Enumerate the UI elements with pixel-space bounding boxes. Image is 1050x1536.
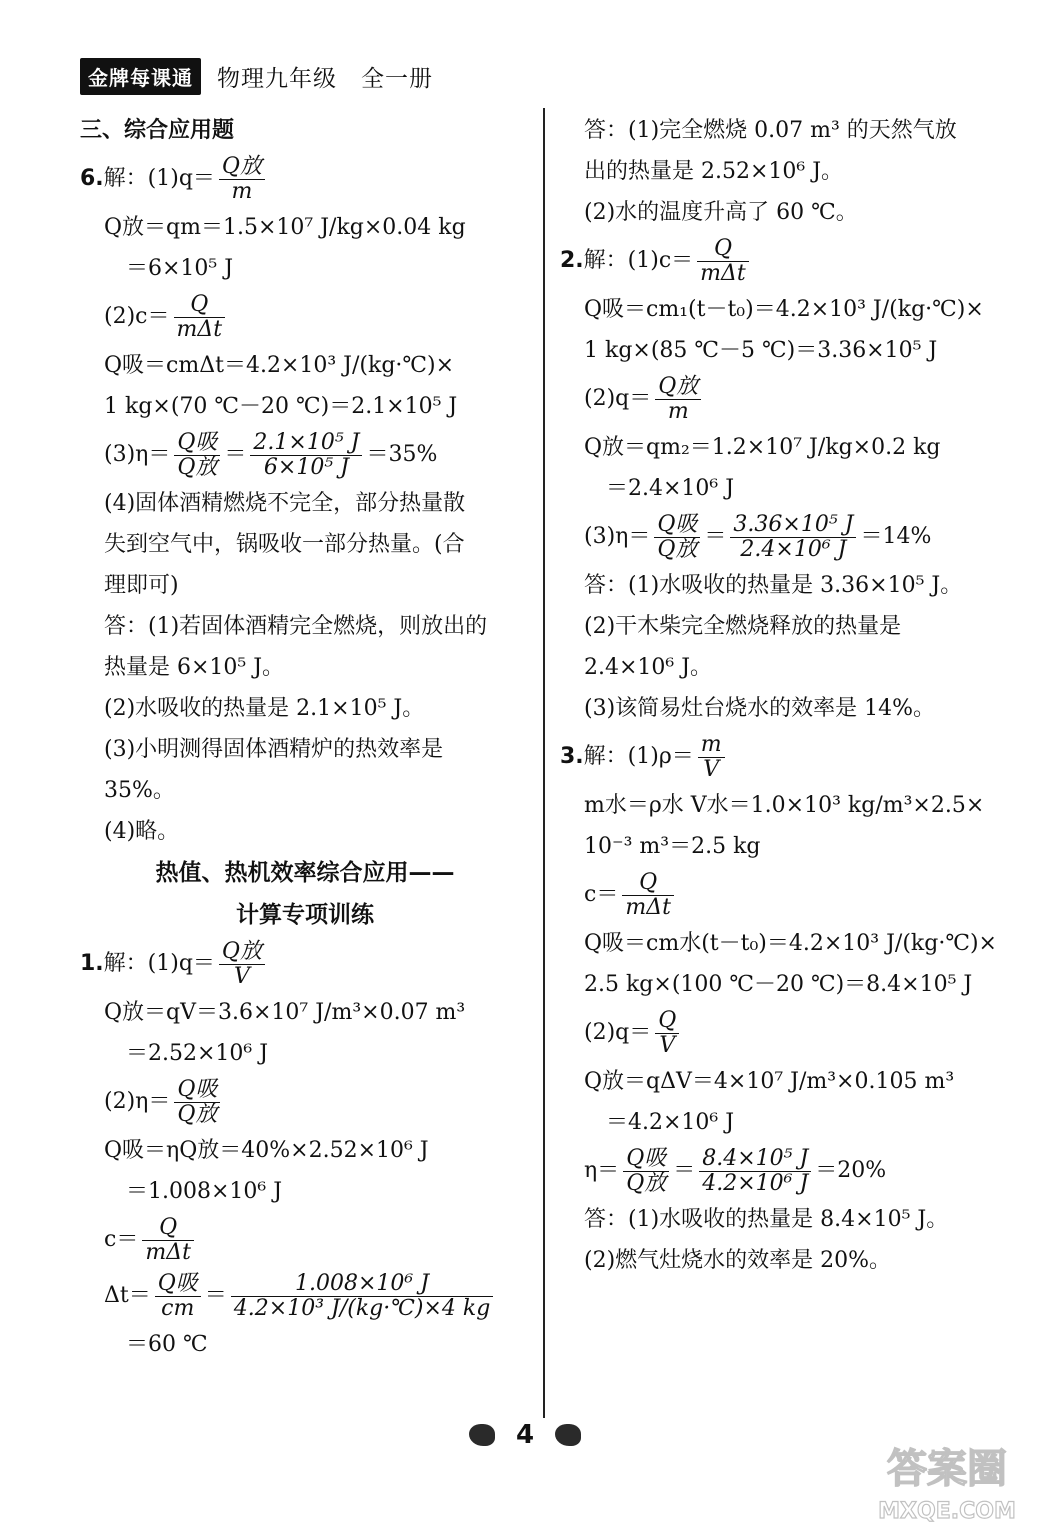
fraction-values [730,513,856,562]
formula-prefix: η＝ [584,1158,620,1183]
section-heading: 三、综合应用题 [80,118,235,143]
series-badge: 金牌每课通 [80,58,201,95]
solution-line: Q放＝qm＝1.5×10⁷ J/kg×0.04 kg [104,215,466,240]
numerator: Q放 [655,375,701,400]
denominator: mΔt [176,316,223,342]
page-header [80,56,433,96]
solution-line: 答：(1)水吸收的热量是 3.36×10⁵ J。 [584,573,963,598]
numerator: Q吸 [623,1147,669,1172]
solution-line: (3)该简易灶台烧水的效率是 14%。 [584,696,936,721]
solution-line: 理即可) [104,573,179,598]
solution-line: m水＝ρ水 V水＝1.0×10³ kg/m³×2.5× [584,793,985,818]
solution-line: 出的热量是 2.52×10⁶ J。 [584,159,844,184]
numerator: 1.008×10⁶ J [231,1272,493,1297]
formula-result: ＝20% [815,1158,887,1183]
equals-sign: ＝ [204,1283,227,1308]
formula-prefix: (2)q＝ [584,1020,652,1045]
solution-line: 35%。 [104,778,175,803]
formula-prefix: 解：(1)q＝ [103,951,215,976]
fraction [622,871,674,920]
fraction [623,1147,669,1196]
solution-line: ＝60 ℃ [126,1332,208,1357]
fraction [655,1009,679,1058]
fraction [698,733,725,782]
numerator: Q吸 [174,431,220,456]
fraction [697,237,749,286]
formula-prefix: 解：(1)c＝ [583,248,694,273]
numerator: Q [174,293,226,318]
solution-line: ＝6×10⁵ J [126,256,234,281]
formula-line [560,867,1010,923]
fraction [174,293,226,342]
denominator: mΔt [700,260,746,286]
formula-line [80,1212,530,1268]
equals-sign: ＝ [673,1158,696,1183]
denominator: mΔt [625,894,671,920]
problem-number: 3. [560,744,584,769]
solution-line: (4)略。 [104,819,180,844]
formula-prefix: (2)q＝ [584,386,652,411]
formula-line [560,1005,1010,1061]
right-column [560,110,1010,1281]
solution-line: 2.4×10⁶ J。 [584,655,713,680]
numerator: 2.1×10⁵ J [250,431,362,456]
solution-line: (2)水吸收的热量是 2.1×10⁵ J。 [104,696,425,721]
denominator: V [234,963,250,989]
numerator: Q吸 [174,1078,220,1103]
solution-line: Q放＝qΔV＝4×10⁷ J/m³×0.105 m³ [584,1069,955,1094]
formula-line [560,1143,1010,1199]
solution-line: 2.5 kg×(100 ℃－20 ℃)＝8.4×10⁵ J [584,972,973,997]
solution-line: 答：(1)水吸收的热量是 8.4×10⁵ J。 [584,1207,949,1232]
book-title: 物理九年级 全一册 [217,65,433,92]
solution-line: (2)水的温度升高了 60 ℃。 [584,200,858,225]
fraction [142,1216,194,1265]
formula-line [80,936,530,992]
formula-prefix: 解：(1)ρ＝ [583,744,694,769]
equals-sign: ＝ [704,524,727,549]
numerator: Q放 [219,155,265,180]
solution-line: Q吸＝cm水(t－t₀)＝4.2×10³ J/(kg·℃)× [584,931,997,956]
formula-result: ＝14% [860,524,932,549]
solution-line: Q吸＝cm₁(t－t₀)＝4.2×10³ J/(kg·℃)× [584,297,984,322]
solution-line: (4)固体酒精燃烧不完全，部分热量散 [104,491,466,516]
section-title: 热值、热机效率综合应用—— [155,860,455,886]
solution-line: (3)小明测得固体酒精炉的热效率是 [104,737,444,762]
formula-line [560,729,1010,785]
formula-prefix: (2)η＝ [104,1089,171,1114]
solution-line: Q放＝qV＝3.6×10⁷ J/m³×0.07 m³ [104,1000,466,1025]
formula-line [560,371,1010,427]
solution-line: (2)干木柴完全燃烧释放的热量是 [584,614,902,639]
solution-line: 1 kg×(85 ℃－5 ℃)＝3.36×10⁵ J [584,338,938,363]
watermark-url: MXQE.COM [878,1499,1016,1524]
fraction [655,375,701,424]
fraction-values [250,431,362,480]
numerator: Q放 [219,940,265,965]
solution-line: 1 kg×(70 ℃－20 ℃)＝2.1×10⁵ J [104,394,458,419]
formula-prefix: 解：(1)q＝ [103,166,215,191]
fraction [654,513,700,562]
denominator: Q放 [657,536,698,562]
solution-line: 10⁻³ m³＝2.5 kg [584,834,761,859]
solution-line: ＝1.008×10⁶ J [126,1179,283,1204]
page-number: 4 [515,1420,535,1450]
solution-line: Q吸＝cmΔt＝4.2×10³ J/(kg·℃)× [104,353,455,378]
denominator: m [231,178,253,204]
fraction-values [699,1147,811,1196]
watermark-logo [858,1432,1036,1528]
fraction [174,1078,220,1127]
solution-line: 答：(1)若固体酒精完全燃烧，则放出的 [104,614,488,639]
numerator: Q吸 [654,513,700,538]
formula-line [80,427,530,483]
problem-number: 6. [80,166,104,191]
equals-sign: ＝ [224,442,247,467]
numerator: Q [697,237,749,262]
left-column [80,110,530,1365]
solution-line: 答：(1)完全燃烧 0.07 m³ 的天然气放 [584,118,957,143]
formula-prefix: (3)η＝ [104,442,171,467]
formula-line [560,509,1010,565]
fraction [155,1272,201,1321]
fraction [219,155,265,204]
fraction-values [231,1272,493,1321]
denominator: 4.2×10³ J/(kg·℃)×4 kg [233,1295,491,1321]
watermark-text: 答案圈 [887,1446,1007,1492]
formula-line [80,151,530,207]
solution-line: ＝4.2×10⁶ J [606,1110,735,1135]
solution-line: 热量是 6×10⁵ J。 [104,655,285,680]
numerator: 8.4×10⁵ J [699,1147,811,1172]
formula-prefix: (3)η＝ [584,524,651,549]
leaf-left-icon [469,1424,495,1446]
solution-line: Q吸＝ηQ放＝40%×2.52×10⁶ J [104,1138,429,1163]
formula-line [80,1268,530,1324]
formula-line [560,233,1010,289]
denominator: 4.2×10⁶ J [702,1170,809,1196]
numerator: Q [655,1009,679,1034]
formula-line [80,1074,530,1130]
denominator: cm [161,1295,195,1321]
denominator: V [659,1032,676,1058]
denominator: 2.4×10⁶ J [740,536,847,562]
numerator: Q [142,1216,194,1241]
numerator: Q吸 [155,1272,201,1297]
denominator: V [703,756,720,782]
formula-prefix: Δt＝ [104,1283,151,1308]
leaf-right-icon [555,1424,581,1446]
solution-line: ＝2.52×10⁶ J [126,1041,269,1066]
fraction [219,940,265,989]
formula-prefix: c＝ [584,882,619,907]
denominator: 6×10⁵ J [263,454,349,480]
fraction [174,431,220,480]
solution-line: ＝2.4×10⁶ J [606,476,735,501]
numerator: Q [622,871,674,896]
formula-line [80,289,530,345]
denominator: m [667,398,689,424]
denominator: Q放 [626,1170,667,1196]
problem-number: 2. [560,248,584,273]
numerator: m [698,733,725,758]
denominator: Q放 [177,1101,218,1127]
numerator: 3.36×10⁵ J [730,513,856,538]
section-title: 计算专项训练 [236,902,374,928]
denominator: Q放 [177,454,218,480]
denominator: mΔt [145,1239,191,1265]
formula-result: ＝35% [366,442,438,467]
formula-prefix: (2)c＝ [104,304,170,329]
column-divider [543,108,545,1418]
problem-number: 1. [80,951,104,976]
formula-prefix: c＝ [104,1227,139,1252]
solution-line: Q放＝qm₂＝1.2×10⁷ J/kg×0.2 kg [584,435,941,460]
solution-line: (2)燃气灶烧水的效率是 20%。 [584,1248,892,1273]
solution-line: 失到空气中，锅吸收一部分热量。(合 [104,532,465,557]
